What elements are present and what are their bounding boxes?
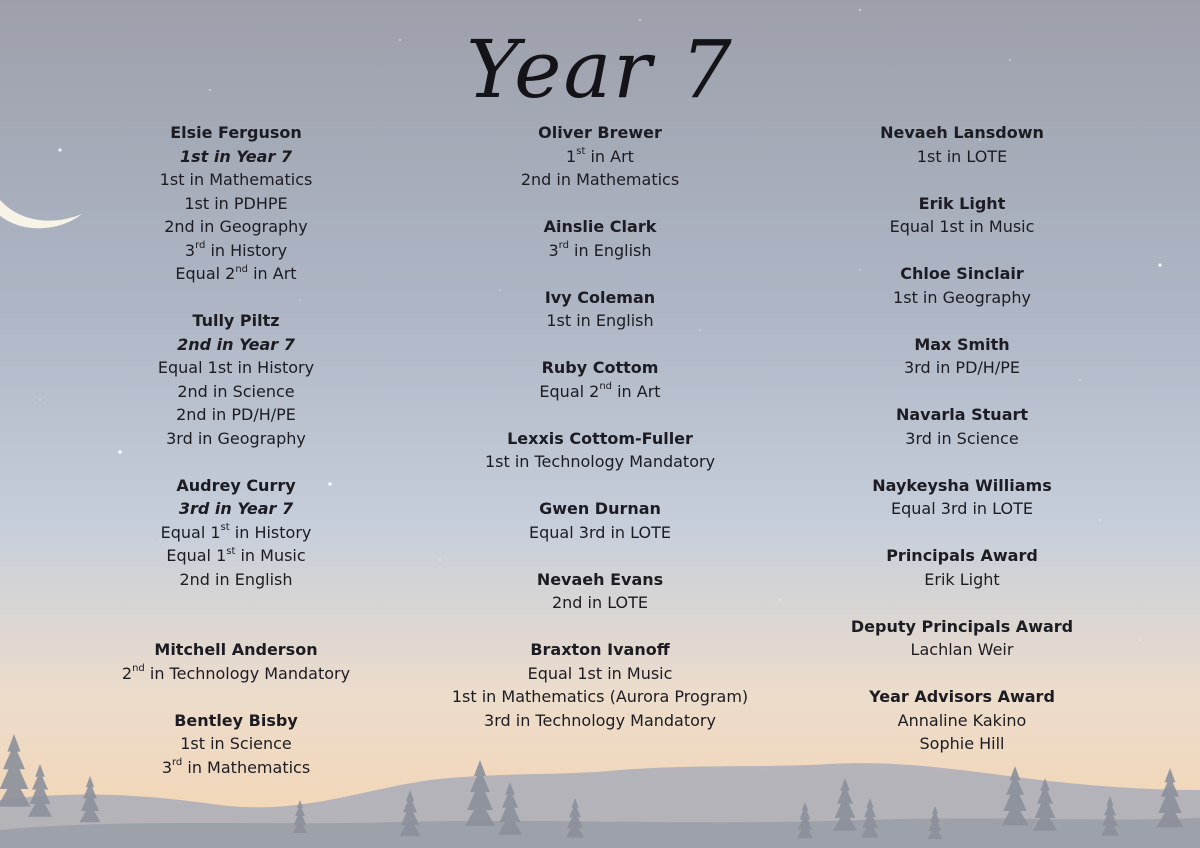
student-name: Principals Award — [886, 546, 1038, 565]
year-rank: 1st in Year 7 — [179, 146, 293, 166]
award-line: 1st in PDHPE — [184, 193, 288, 213]
award-entry — [96, 474, 376, 592]
award-entry — [420, 638, 780, 732]
award-line: Equal 1st in History — [160, 522, 312, 542]
star — [859, 9, 861, 11]
award-line: 3rd in Science — [905, 428, 1019, 448]
award-entry — [96, 638, 376, 685]
student-name: Ainslie Clark — [543, 217, 657, 236]
award-line: 2nd in English — [179, 569, 293, 589]
student-name: Bentley Bisby — [174, 710, 298, 730]
student-name: Elsie Ferguson — [170, 123, 302, 142]
award-line: 1st in English — [546, 311, 654, 330]
award-entry — [822, 121, 1102, 168]
awards-column-middle — [420, 121, 780, 756]
award-entry — [420, 121, 780, 192]
star — [639, 19, 640, 20]
award-entry — [822, 262, 1102, 309]
award-line: Sophie Hill — [919, 734, 1005, 753]
award-line: 2nd in Geography — [164, 217, 308, 236]
award-entry — [420, 568, 780, 615]
award-line: 1st in Art — [566, 146, 634, 166]
award-line: 2nd in Mathematics — [520, 170, 680, 189]
student-name: Audrey Curry — [176, 475, 296, 495]
award-line: Equal 3rd in LOTE — [529, 522, 671, 542]
student-name: Max Smith — [914, 334, 1010, 354]
student-name: Tully Piltz — [192, 311, 280, 330]
award-line: Erik Light — [924, 569, 1000, 589]
award-line: 1st in Mathematics (Aurora Program) — [451, 687, 749, 706]
student-name: Oliver Brewer — [538, 123, 662, 142]
award-entry — [822, 685, 1102, 756]
award-line: 3rd in Mathematics — [161, 757, 311, 777]
award-line: 3rd in PD/H/PE — [904, 358, 1020, 377]
award-entry — [96, 309, 376, 450]
student-name: Navarla Stuart — [895, 405, 1029, 424]
award-entry — [420, 286, 780, 333]
star — [1158, 263, 1161, 266]
award-line: 1st in Technology Mandatory — [484, 452, 716, 471]
award-line: 2nd in LOTE — [551, 593, 649, 612]
award-entry — [822, 615, 1102, 662]
award-line: 1st in Science — [180, 734, 292, 753]
student-name: Nevaeh Lansdown — [880, 123, 1044, 142]
award-line: 1st in LOTE — [916, 146, 1008, 166]
award-line: 3rd in History — [184, 240, 288, 260]
award-line: Equal 1st in Music — [527, 663, 673, 683]
award-entry — [96, 121, 376, 286]
award-line: 2nd in Technology Mandatory — [121, 663, 351, 683]
awards-column-right — [822, 121, 1102, 779]
award-line: Equal 2nd in Art — [175, 263, 297, 283]
award-line: 1st in Geography — [893, 287, 1031, 307]
star — [58, 148, 61, 151]
award-line: 3rd in Technology Mandatory — [484, 710, 716, 730]
award-line: 2nd in PD/H/PE — [176, 405, 296, 424]
award-line: 3rd in Geography — [166, 428, 306, 448]
year-rank: 3rd in Year 7 — [178, 499, 294, 518]
page-title: Year 7 — [466, 23, 734, 116]
award-line: 3rd in English — [548, 240, 652, 260]
student-name: Ivy Coleman — [544, 287, 656, 307]
award-entry — [96, 709, 376, 780]
award-line: Equal 3rd in LOTE — [891, 499, 1033, 518]
award-entry — [822, 192, 1102, 239]
award-line: Annaline Kakino — [897, 710, 1027, 730]
award-entry — [822, 474, 1102, 521]
year-rank: 2nd in Year 7 — [177, 334, 295, 354]
student-name: Deputy Principals Award — [850, 616, 1074, 636]
student-name: Ruby Cottom — [541, 358, 659, 377]
student-name: Chloe Sinclair — [900, 264, 1024, 283]
student-name: Gwen Durnan — [539, 499, 661, 518]
award-entry — [822, 333, 1102, 380]
award-entry — [420, 427, 780, 474]
award-line: 2nd in Science — [177, 381, 295, 401]
award-line: Equal 2nd in Art — [539, 381, 661, 401]
student-name: Mitchell Anderson — [154, 640, 318, 659]
student-name: Nevaeh Evans — [536, 569, 664, 589]
award-line: Equal 1st in Music — [889, 217, 1035, 236]
award-entry — [420, 215, 780, 262]
award-entry — [822, 403, 1102, 450]
star — [1139, 639, 1140, 640]
award-line: Lachlan Weir — [910, 640, 1014, 659]
star — [39, 399, 40, 400]
award-line: Equal 1st in History — [157, 358, 315, 377]
award-entry — [420, 497, 780, 544]
student-name: Erik Light — [918, 193, 1006, 213]
award-entry — [822, 544, 1102, 591]
awards-column-left — [96, 121, 376, 803]
award-entry — [420, 356, 780, 403]
award-line: Equal 1st in Music — [166, 545, 306, 565]
student-name: Year Advisors Award — [869, 687, 1055, 706]
student-name: Lexxis Cottom-Fuller — [507, 428, 693, 448]
award-line: 1st in Mathematics — [159, 170, 313, 189]
student-name: Braxton Ivanoff — [530, 640, 670, 659]
student-name: Naykeysha Williams — [872, 475, 1052, 495]
